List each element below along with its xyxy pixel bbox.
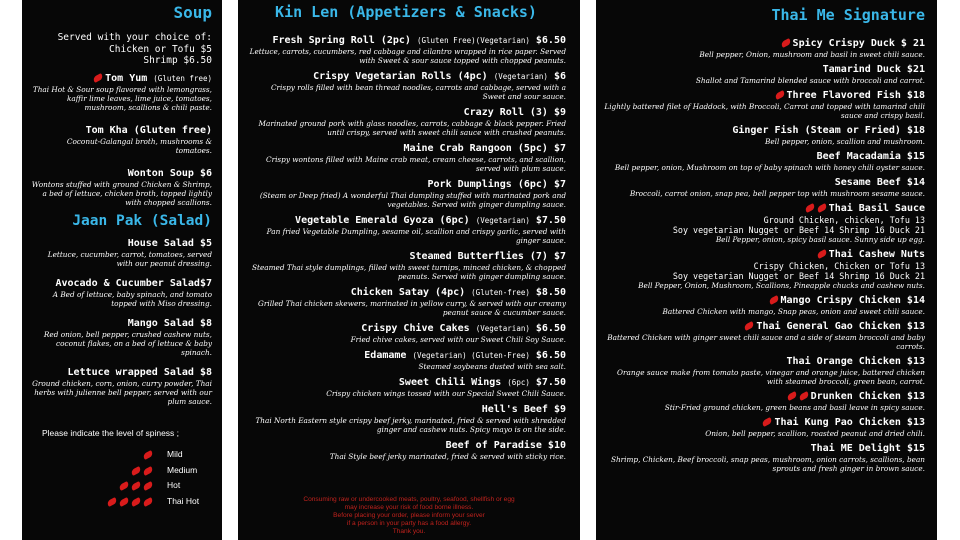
item-title: Tamarind Duck $21 xyxy=(822,64,925,75)
item-name: Tom Kha (Gluten free) xyxy=(85,124,212,136)
chili-icon xyxy=(762,417,774,427)
item-tag: (Gluten-free) xyxy=(471,288,530,297)
item-name xyxy=(246,143,566,155)
item-title: Beef Macadamia $15 xyxy=(816,151,925,162)
menu-item xyxy=(246,350,566,371)
signature-list xyxy=(602,38,925,473)
spice-level-label: Mild xyxy=(167,449,183,460)
item-desc: Orange sauce make from tomato paste, vinegar and orange juice, battered chicken with steamed broccoli, green bean, carrot. xyxy=(617,368,925,386)
item-desc: Broccoli, carrot onion, snap pea, bell pepper top with mushroom sesame sauce. xyxy=(629,189,925,198)
menu-item xyxy=(602,295,925,316)
item-name xyxy=(246,287,566,299)
item-desc: Bell pepper, Onion, mushroom and basil in sweet chili sauce. xyxy=(699,50,925,59)
item-desc: Bell pepper, onion, Mushroom on top of baby spinach with honey chili oyster sauce. xyxy=(614,163,925,172)
item-desc: Bell Pepper, Onion, Mushroom, Scallions, Pineapple chucks and cashew nuts. xyxy=(638,281,925,290)
menu-item xyxy=(246,71,566,101)
item-title: Three Flavored Fish $18 xyxy=(786,90,925,101)
item-desc: Steamed soybeans dusted with sea salt. xyxy=(418,362,566,371)
chili-icon xyxy=(774,90,786,100)
item-name xyxy=(246,377,566,389)
spice-level-medium xyxy=(30,462,212,478)
item-desc: Shrimp, Chicken, Beef broccoli, snap peas, mushroom, onion carrots, scallions, bean sprouts and fresh ginger in brown sauce. xyxy=(610,455,925,473)
item-title: Thai Orange Chicken $13 xyxy=(786,356,925,367)
item-name xyxy=(602,90,925,102)
item-desc: Fried chive cakes, served with our Sweet Chili Soy Sauce. xyxy=(350,335,566,344)
item-title: Vegetable Emerald Gyoza (6pc) xyxy=(295,215,470,226)
spice-legend-title: Please indicate the level of spiness ; xyxy=(42,427,180,438)
menu-item xyxy=(246,179,566,209)
item-name xyxy=(602,64,925,76)
item-desc: A Bed of lettuce, baby spinach, and tomato topped with Miso dressing. xyxy=(52,289,212,308)
menu-item xyxy=(602,125,925,146)
item-name xyxy=(246,440,566,452)
item-name xyxy=(602,295,925,307)
item-title: Ginger Fish (Steam or Fried) $18 xyxy=(732,125,925,136)
menu-item-tom-kha xyxy=(30,125,212,155)
item-name: Tom Yum (Gluten free) xyxy=(30,73,212,85)
item-title: Thai General Gao Chicken $13 xyxy=(756,321,925,332)
item-name xyxy=(246,215,566,227)
item-price: $7 xyxy=(547,251,566,262)
item-price: $7.50 xyxy=(529,215,566,226)
item-option-line: Soy vegetarian Nugget or Beef 14 Shrimp 16 Duck 21 xyxy=(672,271,925,281)
item-name xyxy=(602,443,925,455)
item-name xyxy=(602,417,925,429)
item-name: Wonton Soup $6 xyxy=(127,167,212,179)
item-tag: (Gluten Free)(Vegetarian) xyxy=(416,36,530,45)
soup-intro-line: Shrimp $6.50 xyxy=(143,55,212,66)
item-name: Mango Salad $8 xyxy=(127,317,212,329)
chili-icon xyxy=(118,481,130,491)
chili-icon xyxy=(92,73,104,83)
spice-level-mild xyxy=(30,447,212,463)
item-desc: Stir-Fried ground chicken, green beans and basil leave in spicy sauce. xyxy=(664,403,925,412)
item-name xyxy=(602,321,925,333)
item-title: Spicy Crispy Duck $ 21 xyxy=(792,38,925,49)
item-desc: Battered Chicken with ginger sweet chili sauce and a side of steam broccoli and baby carrots. xyxy=(607,333,925,351)
item-desc: Pan fried Vegetable Dumpling, sesame oil, scallion and crispy garlic, served with ginger sauce. xyxy=(266,227,566,245)
menu-item xyxy=(602,151,925,172)
item-desc: Thai North Eastern style crispy beef jerky, marinated, fried & served with shredded ginger and cashew nuts. Spicy mayo is on the side. xyxy=(255,416,566,434)
menu-item xyxy=(246,251,566,281)
item-desc: Thai Hot & Sour soup flavored with lemongrass, kaffir lime leaves, lime juice, tomatoes, mushroom, scallions & chili paste. xyxy=(32,84,212,112)
item-name xyxy=(602,151,925,163)
item-name: Lettuce wrapped Salad $8 xyxy=(67,366,212,378)
salad-heading: Jaan Pak (Salad) xyxy=(72,212,212,229)
item-desc: Lightly battered filet of Haddock, with Broccoli, Carrot and topped with tamarind chili sauce and crispy basil. xyxy=(604,102,925,120)
item-desc: (Steam or Deep fried) A wonderful Thai dumpling stuffed with marinated pork and vegetables. Served with ginger dumpling sauce. xyxy=(259,191,566,209)
menu-item xyxy=(246,35,566,65)
item-option-line: Crispy Chicken, Chicken or Tofu 13 xyxy=(753,261,925,271)
item-price: $10 xyxy=(541,440,566,451)
chili-icon xyxy=(816,249,828,259)
item-tag: (Vegetarian) xyxy=(493,72,548,81)
menu-item xyxy=(246,323,566,344)
appetizer-list xyxy=(246,35,566,461)
item-name xyxy=(246,107,566,119)
item-tag: (Vegetarian) xyxy=(475,324,530,333)
item-desc: Bell Pepper, onion, spicy basil sauce. Sunny side up egg. xyxy=(715,235,925,244)
menu-column-signature xyxy=(596,0,937,540)
item-name xyxy=(602,125,925,137)
item-title: Pork Dumplings (6pc) xyxy=(427,179,548,190)
item-name xyxy=(602,249,925,261)
menu-item xyxy=(602,391,925,412)
chili-icon xyxy=(142,450,154,460)
chili-icon xyxy=(142,466,154,476)
menu-item xyxy=(602,38,925,59)
menu-item-wonton-soup xyxy=(30,168,212,207)
item-title: Sweet Chili Wings xyxy=(398,377,502,388)
menu-item xyxy=(602,443,925,473)
item-tag: (Vegetarian) xyxy=(475,216,530,225)
menu-item xyxy=(602,417,925,438)
item-name xyxy=(602,203,925,215)
chili-icon xyxy=(804,203,816,213)
item-desc: Steamed Thai style dumplings, filled with sweet turnips, minced chicken, & chopped peanuts. Served with ginger dumpling sauce. xyxy=(252,263,566,281)
item-name xyxy=(246,35,566,47)
item-title: Beef of Paradise xyxy=(445,440,542,451)
item-desc: Lettuce, carrots, cucumbers, red cabbage and cilantro wrapped in rice paper. Served with Sweet & sour sauce topped with chopped peanuts. xyxy=(249,47,566,65)
menu-item xyxy=(602,177,925,198)
item-title: Thai Kung Pao Chicken $13 xyxy=(774,417,925,428)
item-price: $9 xyxy=(547,107,566,118)
item-tag: (Vegetarian) (Gluten-Free) xyxy=(412,351,530,360)
item-title: Crazy Roll (3) xyxy=(463,107,548,118)
chili-icon xyxy=(118,497,130,507)
chili-icon xyxy=(142,497,154,507)
soup-heading: Soup xyxy=(173,3,212,22)
item-desc: Crispy wontons filled with Maine crab meat, cream cheese, carrots, and scallion, served with plum sauce. xyxy=(266,155,566,173)
item-price: $8.50 xyxy=(529,287,566,298)
menu-item xyxy=(602,356,925,386)
item-desc: Crispy rolls filled with bean thread noodles, carrots and cabbage, served with a Sweet and sour sauce. xyxy=(270,83,566,101)
item-name xyxy=(246,179,566,191)
item-price: $7 xyxy=(547,179,566,190)
menu-item-house-salad xyxy=(30,238,212,268)
item-name xyxy=(246,323,566,335)
item-title: Edamame xyxy=(364,350,407,361)
chili-icon xyxy=(786,391,798,401)
item-price: $6.50 xyxy=(529,323,566,334)
menu-item-lettuce-wrapped-salad xyxy=(30,367,212,406)
chili-icon xyxy=(130,481,142,491)
item-title: Crispy Vegetarian Rolls (4pc) xyxy=(313,71,488,82)
disclaimer-line: Thank you. xyxy=(392,528,426,535)
menu-item xyxy=(246,107,566,137)
item-desc: Onion, bell pepper, scallion, roasted peanut and dried chili. xyxy=(705,429,925,438)
chili-icons xyxy=(107,496,155,506)
disclaimer-line: may increase your risk of food borne illness. xyxy=(344,504,474,511)
item-title: Crispy Chive Cakes xyxy=(361,323,470,334)
chili-icon xyxy=(142,481,154,491)
item-title: Hell's Beef xyxy=(481,404,548,415)
item-title: Sesame Beef $14 xyxy=(834,177,925,188)
item-desc: Ground chicken, corn, onion, curry powder, Thai herbs with julienne bell pepper, served with our plum sauce. xyxy=(32,378,212,406)
menu-item xyxy=(602,321,925,351)
item-name xyxy=(246,404,566,416)
item-name xyxy=(602,177,925,189)
item-name xyxy=(246,71,566,83)
food-safety-disclaimer xyxy=(238,496,580,536)
item-option-line: Soy vegetarian Nugget or Beef 14 Shrimp 16 Duck 21 xyxy=(672,225,925,235)
chili-icon xyxy=(130,497,142,507)
chili-icon xyxy=(106,497,118,507)
menu-item xyxy=(246,404,566,434)
soup-intro xyxy=(30,32,212,67)
item-name: House Salad $5 xyxy=(127,237,212,249)
item-title: Thai Cashew Nuts xyxy=(828,249,925,260)
item-desc: Thai Style beef jerky marinated, fried & served with sticky rice. xyxy=(329,452,566,461)
item-name xyxy=(602,356,925,368)
chili-icon xyxy=(130,466,142,476)
item-name xyxy=(246,251,566,263)
item-title: Drunken Chicken $13 xyxy=(810,391,925,402)
item-option-line: Ground Chicken, chicken, Tofu 13 xyxy=(763,215,925,225)
menu-item xyxy=(602,203,925,244)
chili-icons xyxy=(143,449,155,459)
chili-icon xyxy=(744,321,756,331)
item-title: Fresh Spring Roll (2pc) xyxy=(272,35,411,46)
item-title: Mango Crispy Chicken $14 xyxy=(780,295,925,306)
menu-column-appetizers xyxy=(238,0,580,540)
menu-item xyxy=(602,249,925,290)
chili-icon xyxy=(816,203,828,213)
spice-level-hot xyxy=(30,478,212,494)
spice-level-label: Hot xyxy=(167,480,181,491)
menu-item xyxy=(602,64,925,85)
menu-item-avocado-salad xyxy=(30,278,212,308)
item-desc: Red onion, bell pepper, crushed cashew nuts, coconut flakes, on a bed of lettuce & baby spinach. xyxy=(43,329,212,357)
chili-icons xyxy=(131,465,155,475)
spice-legend xyxy=(30,428,212,509)
item-name xyxy=(602,391,925,403)
item-price: $7 xyxy=(547,143,566,154)
item-title: Chicken Satay (4pc) xyxy=(350,287,466,298)
menu-item xyxy=(246,143,566,173)
menu-item xyxy=(602,90,925,120)
disclaimer-line: Before placing your order, please inform your server xyxy=(333,512,485,519)
menu-item xyxy=(246,377,566,398)
item-price: $6 xyxy=(547,71,566,82)
chili-icon xyxy=(768,295,780,305)
spice-level-label: Medium xyxy=(167,464,198,475)
soup-intro-line: Served with your choice of: xyxy=(57,32,212,43)
chili-icon xyxy=(798,391,810,401)
soup-intro-line: Chicken or Tofu $5 xyxy=(109,43,212,55)
item-desc: Shallot and Tamarind blended sauce with broccoli and carrot. xyxy=(695,76,925,85)
item-desc: Coconut-Galangal broth, mushrooms & tomatoes. xyxy=(66,136,212,155)
menu-item xyxy=(246,287,566,317)
item-title: Maine Crab Rangoon (5pc) xyxy=(403,143,548,154)
item-price: $6.50 xyxy=(529,350,566,361)
appetizers-heading: Kin Len (Appetizers & Snacks) xyxy=(275,3,537,21)
item-name xyxy=(246,350,566,362)
chili-icons xyxy=(119,480,155,490)
item-title: Steamed Butterflies (7) xyxy=(409,251,548,262)
signature-heading: Thai Me Signature xyxy=(771,6,925,24)
item-title: Thai ME Delight $15 xyxy=(810,443,925,454)
chili-icon xyxy=(780,38,792,48)
disclaimer-line: Consuming raw or undercooked meats, poultry, seafood, shellfish or egg xyxy=(303,496,515,503)
menu-item xyxy=(246,215,566,245)
item-price: $9 xyxy=(547,404,566,415)
item-price: $6.50 xyxy=(529,35,566,46)
menu-column-soup-salad xyxy=(22,0,222,540)
item-desc: Battered Chicken with mango, Snap peas, onion and sweet chili sauce. xyxy=(662,307,925,316)
menu-item xyxy=(246,440,566,461)
item-price: $7.50 xyxy=(529,377,566,388)
item-desc: Grilled Thai chicken skewers, marinated in yellow curry, & served with our creamy peanut sauce & cucumber sauce. xyxy=(258,299,566,317)
menu-item-mango-salad xyxy=(30,318,212,357)
item-desc: Bell pepper, onion, scallion and mushroom. xyxy=(764,137,925,146)
item-desc: Lettuce, cucumber, carrot, tomatoes, served with our peanut dressing. xyxy=(47,249,212,268)
spice-level-thai-hot xyxy=(30,493,212,509)
disclaimer-line: if a person in your party has a food allergy. xyxy=(346,520,472,527)
spice-level-label: Thai Hot xyxy=(167,495,200,506)
item-name: Avocado & Cucumber Salad$7 xyxy=(55,277,212,289)
item-tag: (6pc) xyxy=(507,378,530,387)
item-desc: Wontons stuffed with ground Chicken & Shrimp, a bed of lettuce, chicken broth, topped lightly with chopped scallions. xyxy=(31,179,212,207)
item-name xyxy=(602,38,925,50)
item-title: Thai Basil Sauce xyxy=(828,203,925,214)
item-desc: Marinated ground pork with glass noodles, carrots, cabbage & black pepper. Fried until crispy, served with sweet chili sauce with crushed peanuts. xyxy=(258,119,566,137)
item-desc: Crispy chicken wings tossed with our Special Sweet Chili Sauce. xyxy=(326,389,566,398)
menu-item-tom-yum xyxy=(30,73,212,112)
